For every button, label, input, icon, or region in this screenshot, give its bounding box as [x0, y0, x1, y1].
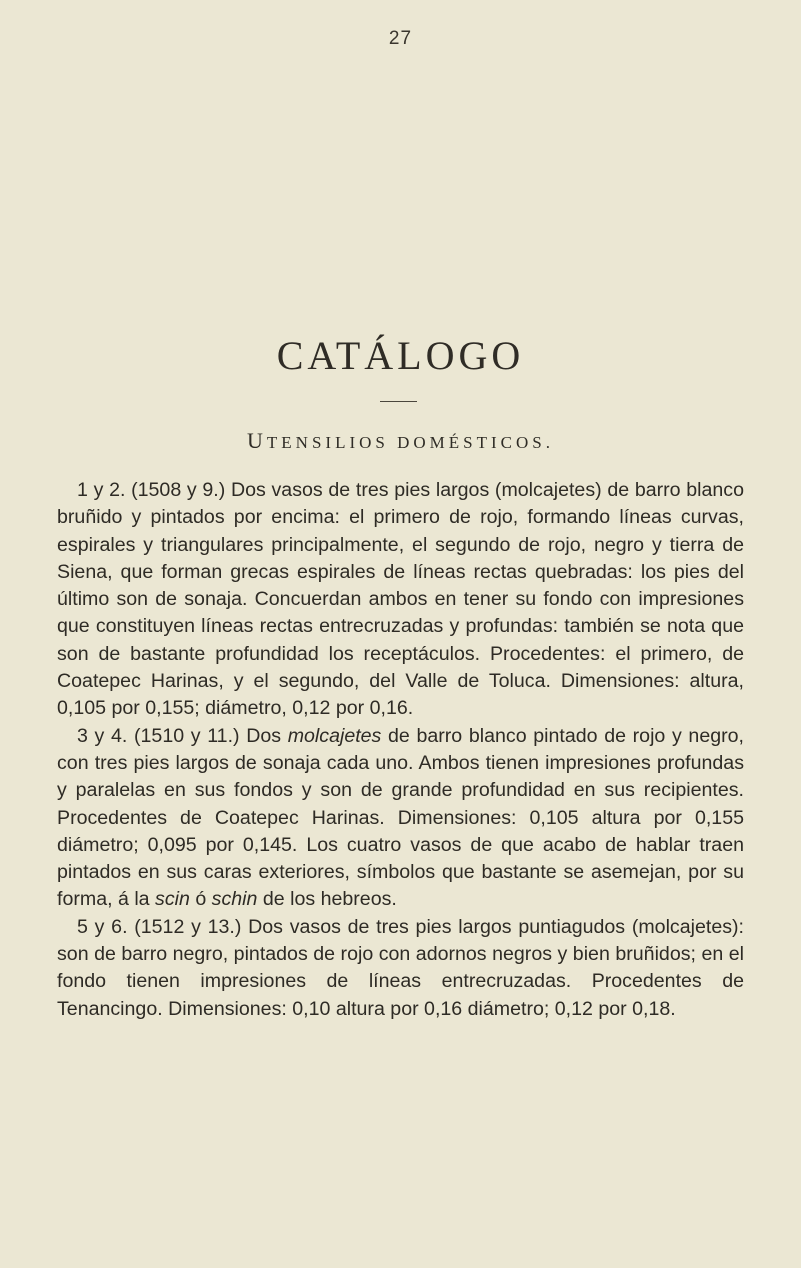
catalog-entry-1 — [57, 477, 744, 723]
page-number: 27 — [388, 28, 413, 49]
entry-2-text-a: 3 y 4. (1510 y 11.) Dos — [77, 724, 288, 747]
entry-1-text: 1 y 2. (1508 y 9.) Dos vasos de tres pies largos (molcajetes) de barro blanco bruñido y pintados por encima: el primero de rojo, formando líneas curvas, espirales y triangulares principalmente, el segundo de rojo, negro y tierra de Siena, que forman grecas espirales de líneas rectas quebradas: los pies del último son de sonaja. Concuerdan ambos en tener su fondo con impresiones que constituyen líneas rectas entrecruzadas y profundas: también se nota que son de bastante profundidad los receptáculos. Procedentes: el primero, de Coatepec Harinas, y el segundo, del Valle de Toluca. Dimensiones: altura, 0,105 por 0,155; diámetro, 0,12 por 0,16. — [57, 479, 744, 720]
catalog-entry-2 — [57, 723, 744, 914]
entry-2-text-c: ó — [189, 888, 212, 911]
entry-2-text-b: de barro blanco pintado de rojo y negro, con tres pies largos de sonaja cada uno. Ambos tienen impresiones profundas y paralelas en sus fondos y son de grande profundidad en sus recipientes. Procedentes de Coatepec Harinas. Dimensiones: 0,105 altura por 0,155 diámetro; 0,095 por 0,145. Los cuatro vasos de que acabo de hablar traen pintados en sus caras exteriores, símbolos que bastante se asemejan, por su forma, á la — [57, 724, 744, 911]
section-heading — [0, 428, 801, 454]
title-divider — [380, 401, 417, 402]
entry-2-italic-molcajetes: molcajetes — [287, 724, 382, 747]
entry-2-italic-scin: scin — [155, 888, 190, 911]
section-heading-text: TENSILIOS DOMÉSTICOS. — [266, 433, 554, 452]
section-heading-initial: U — [247, 428, 267, 453]
page-title: CATÁLOGO — [276, 333, 525, 378]
entry-3-text: 5 y 6. (1512 y 13.) Dos vasos de tres pies largos puntiagudos (molcajetes): son de barro negro, pintados de rojo con adornos negros y bien bruñidos; en el fondo tienen impresiones de líneas entrecruzadas. Procedentes de Tenancingo. Dimensiones: 0,10 altura por 0,16 diámetro; 0,12 por 0,18. — [57, 915, 744, 1020]
entry-2-italic-schin: schin — [211, 888, 258, 911]
catalog-entry-3 — [57, 914, 744, 1023]
entry-2-text-d: de los hebreos. — [257, 888, 397, 911]
catalog-body — [57, 477, 744, 1023]
